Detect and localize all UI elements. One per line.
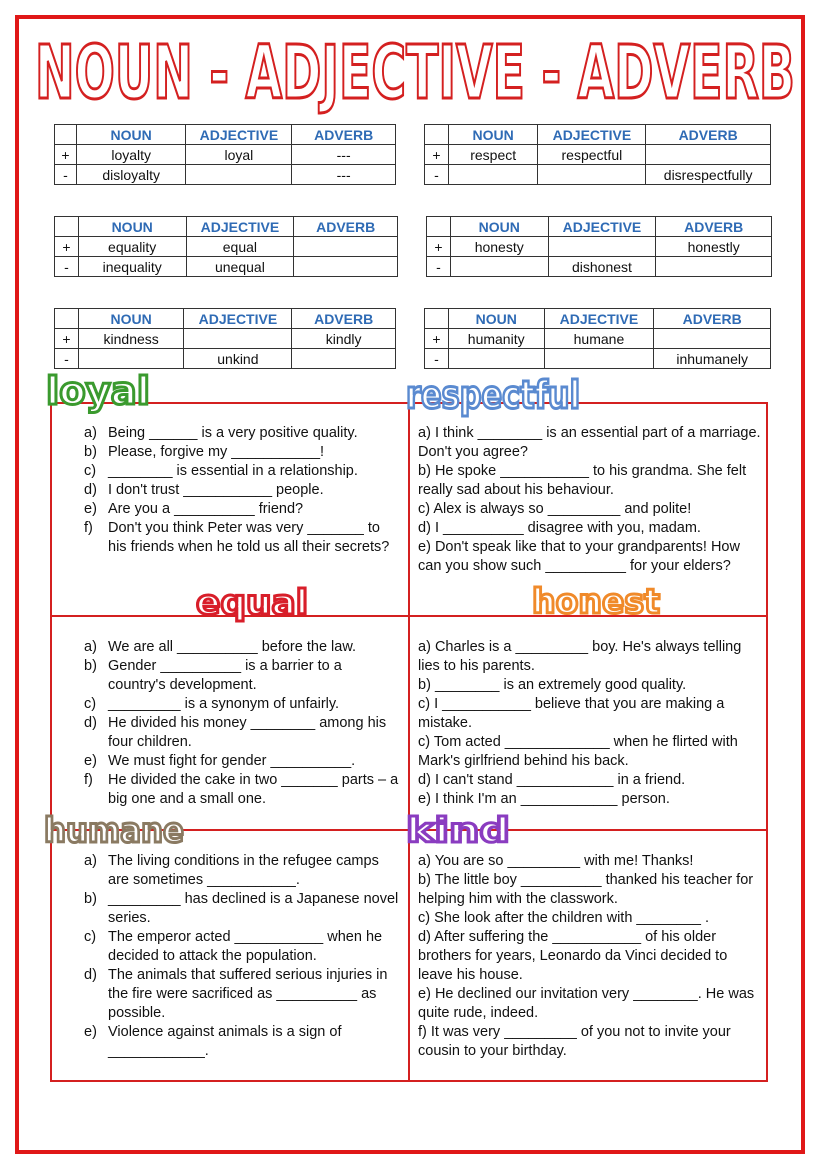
exercise-loyal: [84, 424, 402, 557]
grid-divider-vertical: [408, 402, 410, 1082]
exercise-humane: [84, 852, 402, 1061]
word-table-respect: NOUN ADJECTIVE ADVERB + respect respectful - disrespectfully: [424, 124, 771, 185]
question-item: d) I __________ disagree with you, madam.: [418, 520, 701, 536]
question-item: e) I think I'm an ____________ person.: [418, 791, 670, 807]
question-item: c) The emperor acted ___________ when he decided to attack the population.: [84, 929, 383, 964]
question-item: f) He divided the cake in two _______ parts – a big one and a small one.: [84, 772, 399, 807]
question-item: b) Please, forgive my ___________!: [84, 444, 325, 460]
question-item: f) It was very _________ of you not to invite your cousin to your birthday.: [418, 1024, 731, 1059]
question-item: e) Violence against animals is a sign of ____________.: [84, 1024, 342, 1059]
question-item: f) Don't you think Peter was very _______ to his friends when he told us all their secrets?: [84, 520, 390, 555]
svg-text:equal: equal: [196, 583, 308, 623]
word-table-humane: NOUN ADJECTIVE ADVERB + humanity humane - inhumanely: [424, 308, 771, 369]
question-item: c) I ___________ believe that you are making a mistake.: [418, 696, 725, 731]
question-item: b) The little boy __________ thanked his teacher for helping him with the classwork.: [418, 872, 754, 907]
section-title-respectful: [404, 372, 584, 418]
question-item: d) After suffering the ___________ of his older brothers for years, Leonardo da Vinci decided to leave his house.: [418, 929, 728, 983]
question-item: c) Tom acted _____________ when he flirted with Mark's girlfriend behind his back.: [418, 734, 738, 769]
section-title-humane: [42, 810, 188, 850]
exercise-equal: [84, 638, 402, 809]
question-item: d) I don't trust ___________ people.: [84, 482, 324, 498]
page-title: [30, 22, 800, 116]
svg-text:respectful: respectful: [406, 373, 580, 417]
question-item: a) We are all __________ before the law.: [84, 639, 357, 655]
exercise-kind: [418, 852, 762, 1061]
question-item: d) The animals that suffered serious injuries in the fire were sacrificed as __________ as possible.: [84, 967, 388, 1021]
question-item: b) He spoke ___________ to his grandma. She felt really sad about his behaviour.: [418, 463, 747, 498]
word-table-equal: NOUN ADJECTIVE ADVERB + equality equal - inequality unequal: [54, 216, 398, 277]
question-item: a) Being ______ is a very positive quality.: [84, 425, 358, 441]
svg-text:NOUN - ADJECTIVE - ADVERB: NOUN - ADJECTIVE - ADVERB: [35, 30, 795, 116]
question-item: c) Alex is always so _________ and polite!: [418, 501, 692, 517]
question-item: a) Charles is a _________ boy. He's always telling lies to his parents.: [418, 639, 742, 674]
question-item: d) He divided his money ________ among his four children.: [84, 715, 387, 750]
question-item: c) _________ is a synonym of unfairly.: [84, 696, 340, 712]
exercise-respectful: [418, 424, 762, 576]
question-item: b) _________ has declined is a Japanese novel series.: [84, 891, 399, 926]
question-item: b) Gender __________ is a barrier to a country's development.: [84, 658, 342, 693]
svg-text:loyal: loyal: [46, 369, 150, 413]
question-item: a) I think ________ is an essential part of a marriage. Don't you agree?: [418, 425, 761, 460]
question-item: a) You are so _________ with me! Thanks!: [418, 853, 694, 869]
svg-text:humane: humane: [44, 811, 184, 851]
section-title-equal: [194, 584, 312, 624]
question-item: a) The living conditions in the refugee camps are sometimes ___________.: [84, 853, 379, 888]
section-title-loyal: [44, 368, 154, 414]
exercise-honest: [418, 638, 762, 809]
question-item: e) We must fight for gender __________.: [84, 753, 356, 769]
word-table-honest: NOUN ADJECTIVE ADVERB + honesty honestly - dishonest: [426, 216, 772, 277]
question-item: b) ________ is an extremely good quality.: [418, 677, 687, 693]
section-title-honest: [530, 582, 664, 622]
question-item: e) Are you a __________ friend?: [84, 501, 304, 517]
word-table-kind: NOUN ADJECTIVE ADVERB + kindness kindly - unkind: [54, 308, 396, 369]
svg-text:honest: honest: [532, 582, 660, 622]
section-title-kind: [404, 810, 514, 850]
question-item: e) He declined our invitation very ________. He was quite rude, indeed.: [418, 986, 755, 1021]
question-item: e) Don't speak like that to your grandparents! How can you show such __________ for your elders?: [418, 539, 740, 574]
question-item: c) She look after the children with ________ .: [418, 910, 710, 926]
question-item: c) ________ is essential in a relationship.: [84, 463, 358, 479]
word-table-loyal: NOUN ADJECTIVE ADVERB + loyalty loyal --- - disloyalty ---: [54, 124, 396, 185]
question-item: d) I can't stand ____________ in a friend.: [418, 772, 686, 788]
svg-text:kind: kind: [406, 811, 510, 851]
